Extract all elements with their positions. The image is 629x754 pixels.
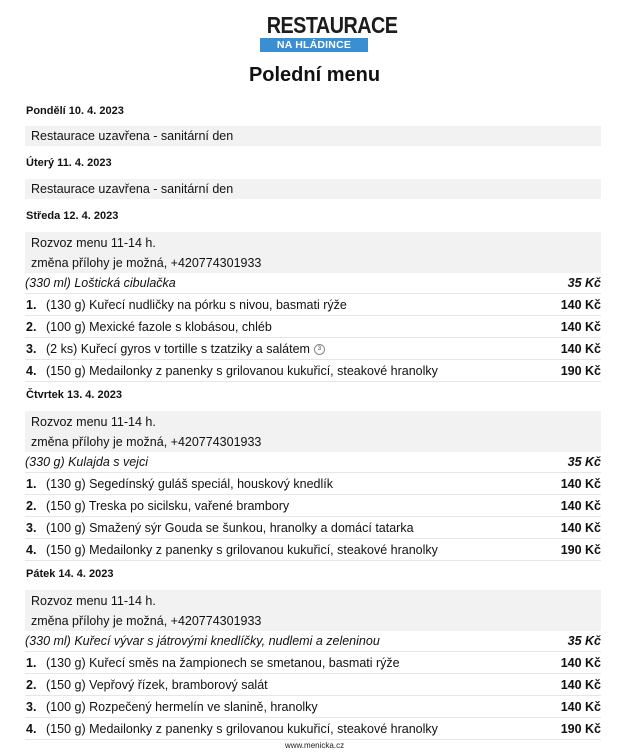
delivery-contact: změna přílohy je možná, +420774301933 <box>31 256 262 270</box>
day-heading: Pátek 14. 4. 2023 <box>26 568 114 580</box>
item-name: (100 g) Rozpečený hermelín ve slanině, hranolky <box>46 699 318 714</box>
menu-item-row <box>25 517 601 539</box>
item-name: (100 g) Smažený sýr Gouda se šunkou, hranolky a domácí tatarka <box>46 520 414 535</box>
item-number: 4. <box>26 363 37 378</box>
item-number: 3. <box>26 341 37 356</box>
day-heading: Středa 12. 4. 2023 <box>26 210 119 222</box>
logo-wordmark: RESTAURACE <box>266 12 398 38</box>
item-name: (150 g) Medailonky z panenky s grilovanou kukuřicí, steakové hranolky <box>46 542 438 557</box>
logo-subtitle: NA HLÁDINCE <box>260 38 368 52</box>
soup-row <box>25 631 601 652</box>
item-number: 1. <box>26 476 37 491</box>
item-number: 2. <box>26 319 37 334</box>
item-name: (150 g) Medailonky z panenky s grilovanou kukuřicí, steakové hranolky <box>46 721 438 736</box>
delivery-hours: Rozvoz menu 11-14 h. <box>31 415 156 429</box>
item-price: 140 Kč <box>560 677 601 692</box>
item-number: 4. <box>26 542 37 557</box>
item-number: 2. <box>26 677 37 692</box>
item-number: 3. <box>26 699 37 714</box>
delivery-hours: Rozvoz menu 11-14 h. <box>31 236 156 250</box>
menu-item-row <box>25 495 601 517</box>
menu-item-row <box>25 539 601 561</box>
closed-notice: Restaurace uzavřena - sanitární den <box>25 126 601 146</box>
delivery-hours: Rozvoz menu 11-14 h. <box>31 594 156 608</box>
day-heading: Pondělí 10. 4. 2023 <box>26 105 124 117</box>
item-name: (130 g) Kuřecí nudličky na pórku s nivou, basmati rýže <box>46 297 347 312</box>
delivery-contact: změna přílohy je možná, +420774301933 <box>31 435 262 449</box>
item-name: (2 ks) Kuřecí gyros v tortille s tzatziky a salátem <box>46 341 310 356</box>
item-price: 140 Kč <box>560 520 601 535</box>
item-number: 3. <box>26 520 37 535</box>
soup-row <box>25 452 601 473</box>
item-price: 140 Kč <box>560 699 601 714</box>
delivery-info <box>25 411 601 452</box>
menu-item-row <box>25 718 601 740</box>
item-name: (150 g) Treska po sicilsku, vařené brambory <box>46 498 290 513</box>
menu-item-row <box>25 360 601 382</box>
item-name: (100 g) Mexické fazole s klobásou, chléb <box>46 319 272 334</box>
item-price: 140 Kč <box>560 297 601 312</box>
item-number: 1. <box>26 297 37 312</box>
delivery-contact: změna přílohy je možná, +420774301933 <box>31 614 262 628</box>
item-number: 1. <box>26 655 37 670</box>
menu-item-row <box>25 473 601 495</box>
item-number: 2. <box>26 498 37 513</box>
menu-item-row <box>25 316 601 338</box>
page-title: Polední menu <box>248 64 381 86</box>
item-price: 140 Kč <box>560 319 601 334</box>
item-price: 140 Kč <box>560 655 601 670</box>
item-price: 140 Kč <box>560 341 601 356</box>
menu-item-row <box>25 338 601 360</box>
day-heading: Úterý 11. 4. 2023 <box>26 157 112 169</box>
allergen-badge[interactable]: 3 <box>314 344 325 355</box>
menu-item-row <box>25 674 601 696</box>
item-price: 140 Kč <box>560 476 601 491</box>
item-price: 190 Kč <box>560 542 601 557</box>
menu-item-row <box>25 696 601 718</box>
item-price: 190 Kč <box>560 721 601 736</box>
delivery-info <box>25 232 601 273</box>
soup-price: 35 Kč <box>567 455 601 469</box>
day-heading: Čtvrtek 13. 4. 2023 <box>26 389 123 401</box>
item-name: (150 g) Medailonky z panenky s grilovanou kukuřicí, steakové hranolky <box>46 363 438 378</box>
item-price: 190 Kč <box>560 363 601 378</box>
item-number: 4. <box>26 721 37 736</box>
delivery-info <box>25 590 601 631</box>
soup-price: 35 Kč <box>567 276 601 290</box>
item-name: (130 g) Segedínský guláš speciál, houskový knedlík <box>46 476 333 491</box>
item-name: (150 g) Vepřový řízek, bramborový salát <box>46 677 268 692</box>
restaurant-logo <box>259 12 398 54</box>
menu-item-row <box>25 294 601 316</box>
soup-name: (330 ml) Loštická cibulačka <box>25 276 176 290</box>
soup-price: 35 Kč <box>567 634 601 648</box>
menu-item-row <box>25 652 601 674</box>
item-price: 140 Kč <box>560 498 601 513</box>
item-name: (130 g) Kuřecí směs na žampionech se smetanou, basmati rýže <box>46 655 400 670</box>
closed-notice: Restaurace uzavřena - sanitární den <box>25 179 601 199</box>
soup-row <box>25 273 601 294</box>
soup-name: (330 ml) Kuřecí vývar s játrovými knedlíčky, nudlemi a zeleninou <box>25 634 380 648</box>
menu-content <box>25 98 601 740</box>
footer-source-link[interactable]: www.menicka.cz <box>284 741 345 750</box>
soup-name: (330 g) Kulajda s vejci <box>25 455 148 469</box>
